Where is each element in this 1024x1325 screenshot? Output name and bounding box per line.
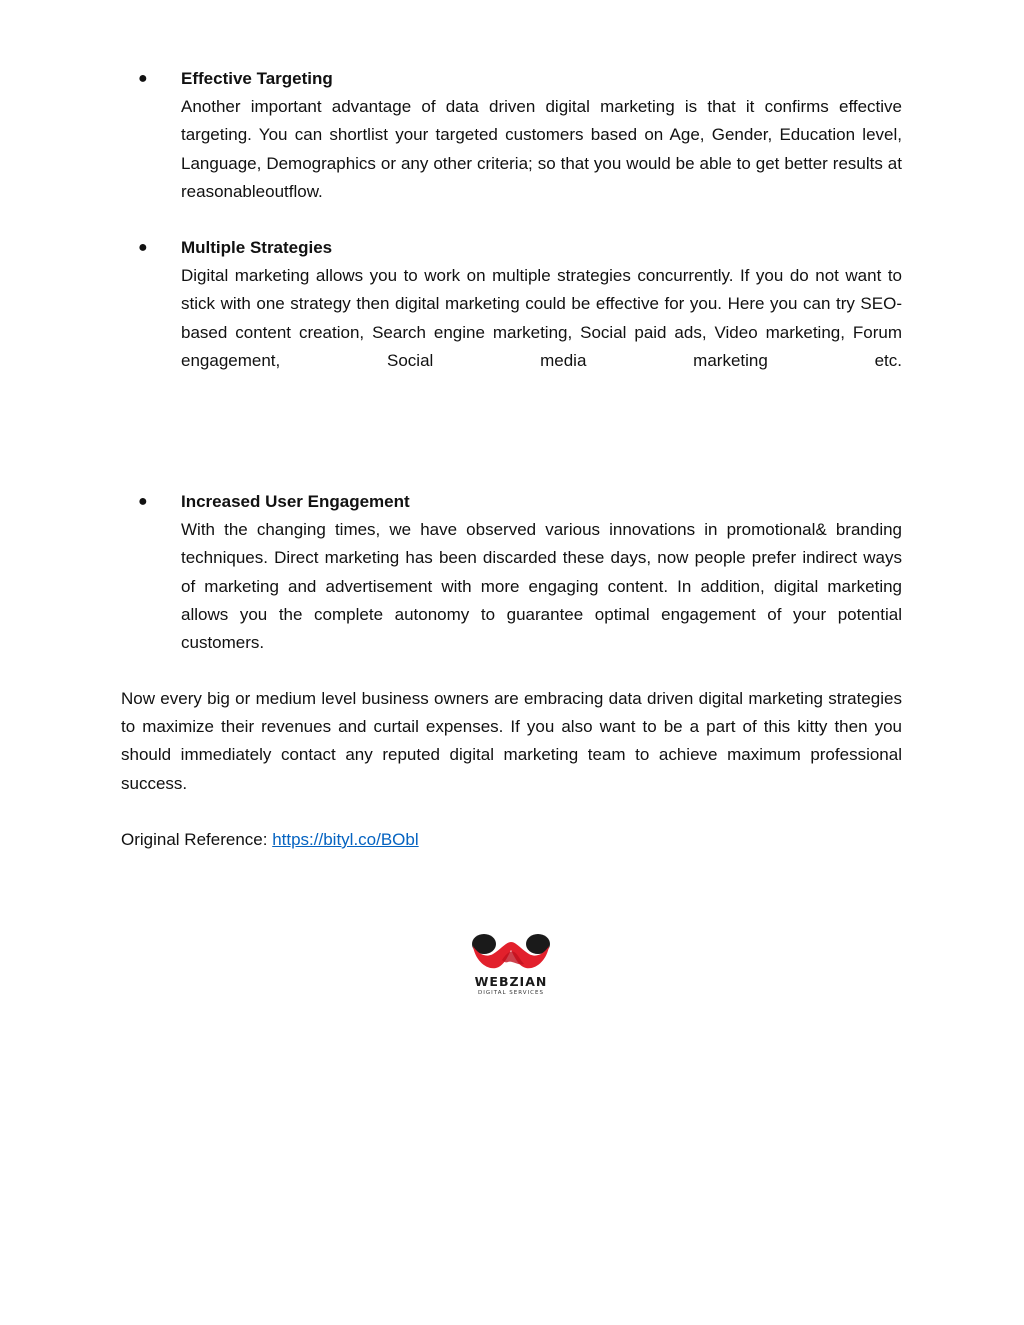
section-increased-user-engagement (181, 488, 902, 657)
bullet-marker: ● (138, 70, 148, 87)
reference-link[interactable]: https://bityl.co/BObl (272, 830, 419, 849)
section-heading: Multiple Strategies (181, 238, 333, 257)
closing-paragraph: Now every big or medium level business owners are embracing data driven digital marketing strategies to maximize their revenues and curtail expenses. If you also want to be a part of this kitty then you should immediately contact any reputed digital marketing team to achieve maximum professional success. (121, 689, 902, 793)
section-heading: Increased User Engagement (181, 492, 410, 511)
original-reference (121, 826, 419, 854)
section-body: Another important advantage of data driven digital marketing is that it confirms effective targeting. You can shortlist your targeted customers based on Age, Gender, Education level, Language, Demographics or any other criteria; so that you would be able to get better results at reasonableoutflow. (181, 97, 902, 201)
section-body: With the changing times, we have observed various innovations in promotional& branding techniques. Direct marketing has been discarded these days, now people prefer indirect ways of marketing and advertisement with more engaging content. In addition, digital marketing allows you the complete autonomy to guarantee optimal engagement of your potential customers. (181, 520, 902, 653)
logo-tagline: DIGITAL SERVICES (478, 990, 544, 996)
section-multiple-strategies (181, 234, 902, 375)
section-body: Digital marketing allows you to work on multiple strategies concurrently. If you do not want to stick with one strategy then digital marketing could be effective for you. Here you can try SEO-based content creation, Search engine marketing, Social paid ads, Video marketing, Forum engagement, Social media marketing etc. (181, 266, 902, 370)
section-heading: Effective Targeting (181, 69, 333, 88)
logo-wordmark: WEBZIAN (474, 974, 548, 989)
webzian-logo (466, 930, 556, 1000)
reference-label: Original Reference: (121, 830, 273, 849)
logo-mark-icon (466, 930, 556, 974)
bullet-marker: ● (138, 493, 148, 510)
bullet-marker: ● (138, 239, 148, 256)
section-effective-targeting (181, 65, 902, 206)
